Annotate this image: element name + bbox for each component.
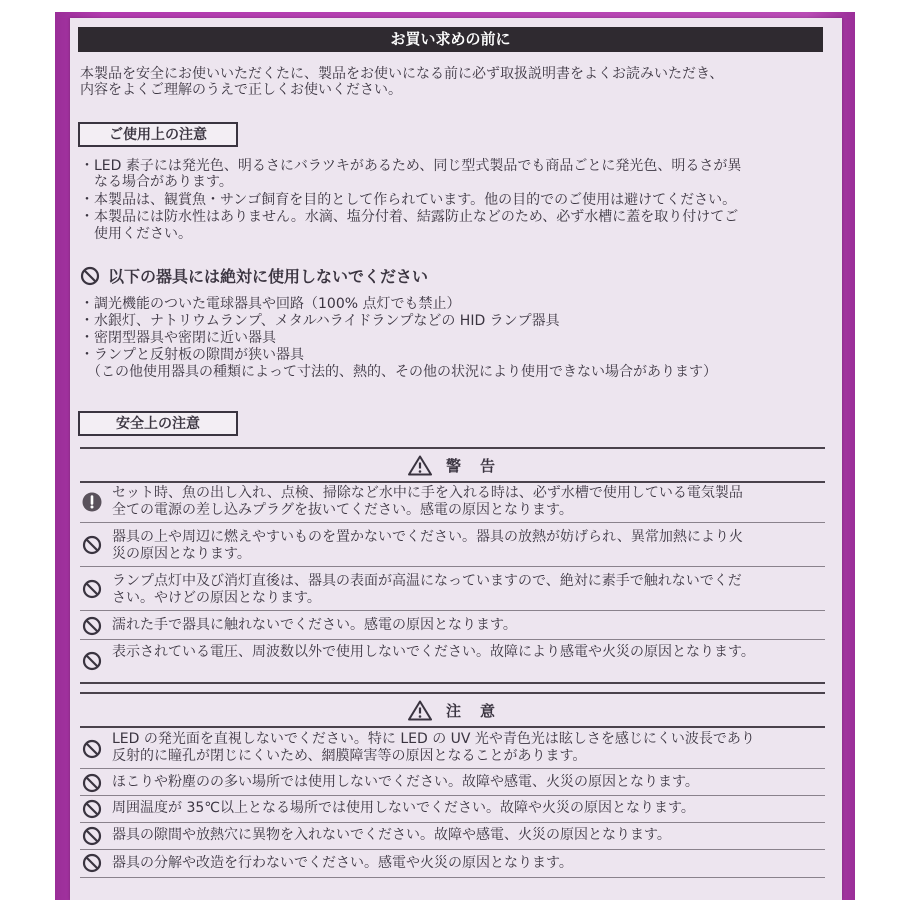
warning-heading: [80, 452, 825, 478]
warning-text-line: 全ての電源の差し込みプラグを抜いてください。感電の原因となります。: [112, 502, 573, 518]
usage-precautions-heading: ご使用上の注意: [78, 122, 238, 147]
caution-text-line: ほこりや粉塵のの多い場所では使用しないでください。故障や感電、火災の原因となります。: [112, 774, 699, 790]
divider: [80, 822, 825, 823]
warning-text-line: 災の原因となります。: [112, 546, 251, 562]
divider: [80, 726, 825, 728]
divider: [80, 566, 825, 567]
caution-text-line: 器具の分解や改造を行わないでください。感電や火災の原因となります。: [112, 855, 573, 871]
prohibition-icon: [82, 579, 102, 599]
prohibition-icon: [80, 266, 100, 286]
usage-note-line: ・本製品には防水性はありません。水滴、塩分付着、結露防止などのため、必ず水槽に蓋を取り付けてご: [80, 209, 739, 225]
divider: [80, 447, 825, 449]
prohibition-icon: [82, 826, 102, 846]
divider: [80, 877, 825, 878]
prohibition-icon: [82, 651, 102, 671]
divider: [80, 639, 825, 640]
prohibited-fixtures-heading: [80, 264, 428, 287]
prohibited-fixture-line: ・密閉型器具や密閉に近い器具: [80, 330, 276, 346]
divider: [80, 682, 825, 684]
prohibited-fixture-line: ・水銀灯、ナトリウムランプ、メタルハライドランプなどの HID ランプ器具: [80, 313, 560, 329]
usage-note-line: なる場合があります。: [80, 174, 233, 190]
warning-text-line: 表示されている電圧、周波数以外で使用しないでください。故障により感電や火災の原因となります。: [112, 644, 755, 660]
caution-heading: [80, 697, 825, 723]
prohibition-icon: [82, 535, 102, 555]
mandatory-icon: [82, 492, 102, 512]
warning-text-line: さい。やけどの原因となります。: [112, 590, 321, 606]
divider: [80, 522, 825, 523]
prohibition-icon: [82, 799, 102, 819]
warning-text-line: 器具の上や周辺に燃えやすいものを置かないでください。器具の放熱が妨げられ、異常加熱により火: [112, 529, 743, 545]
warning-text-line: 濡れた手で器具に触れないでください。感電の原因となります。: [112, 617, 517, 633]
prohibition-icon: [82, 616, 102, 636]
divider: [80, 610, 825, 611]
divider: [80, 692, 825, 694]
usage-note-line: 使用ください。: [80, 226, 192, 242]
intro-text-line: 内容をよくご理解のうえで正しくお使いください。: [80, 82, 402, 98]
caution-text-line: LED の発光面を直視しないでください。特に LED の UV 光や青色光は眩しさを感じにくい波長であり: [112, 731, 755, 747]
prohibition-icon: [82, 773, 102, 793]
safety-precautions-heading: 安全上の注意: [78, 411, 238, 436]
warning-text-line: セット時、魚の出し入れ、点検、掃除など水中に手を入れる時は、必ず水槽で使用している電気製品: [112, 485, 743, 501]
intro-text-line: 本製品を安全にお使いいただくたに、製品をお使いになる前に必ず取扱説明書をよくお読みいただき、: [80, 66, 724, 82]
divider: [80, 849, 825, 850]
warning-title: 警 告: [445, 456, 497, 475]
caution-title: 注 意: [445, 701, 497, 720]
warning-triangle-icon: [408, 700, 432, 721]
prohibition-icon: [82, 739, 102, 759]
divider: [80, 481, 825, 483]
usage-note-line: ・LED 素子には発光色、明るさにバラツキがあるため、同じ型式製品でも商品ごとに発光色、明るさが異: [80, 158, 742, 174]
caution-text-line: 反射的に瞳孔が閉じにくいため、網膜障害等の原因となることがあります。: [112, 748, 587, 764]
caution-text-line: 器具の隙間や放熱穴に異物を入れないでください。故障や感電、火災の原因となります。: [112, 827, 671, 843]
divider: [80, 795, 825, 796]
prohibition-icon: [82, 853, 102, 873]
prohibited-fixture-line: ・ランプと反射板の隙間が狭い器具: [80, 347, 304, 363]
caution-text-line: 周囲温度が 35℃以上となる場所では使用しないでください。故障や火災の原因となります。: [112, 800, 695, 816]
warning-text-line: ランプ点灯中及び消灯直後は、器具の表面が高温になっていますので、絶対に素手で触れないでくだ: [112, 573, 742, 589]
usage-note-line: ・本製品は、観賞魚・サンゴ飼育を目的として作られています。他の目的でのご使用は避けてください。: [80, 192, 737, 208]
warning-triangle-icon: [408, 455, 432, 476]
prohibited-fixture-line: （この他使用器具の種類によって寸法的、熱的、その他の状況により使用できない場合があります）: [80, 364, 717, 380]
section-header-before-purchase: お買い求めの前に: [78, 27, 823, 52]
prohibited-fixture-line: ・調光機能のついた電球器具や回路（100% 点灯でも禁止）: [80, 296, 461, 312]
divider: [80, 768, 825, 769]
prohibited-fixtures-title: 以下の器具には絶対に使用しないでください: [108, 267, 429, 286]
